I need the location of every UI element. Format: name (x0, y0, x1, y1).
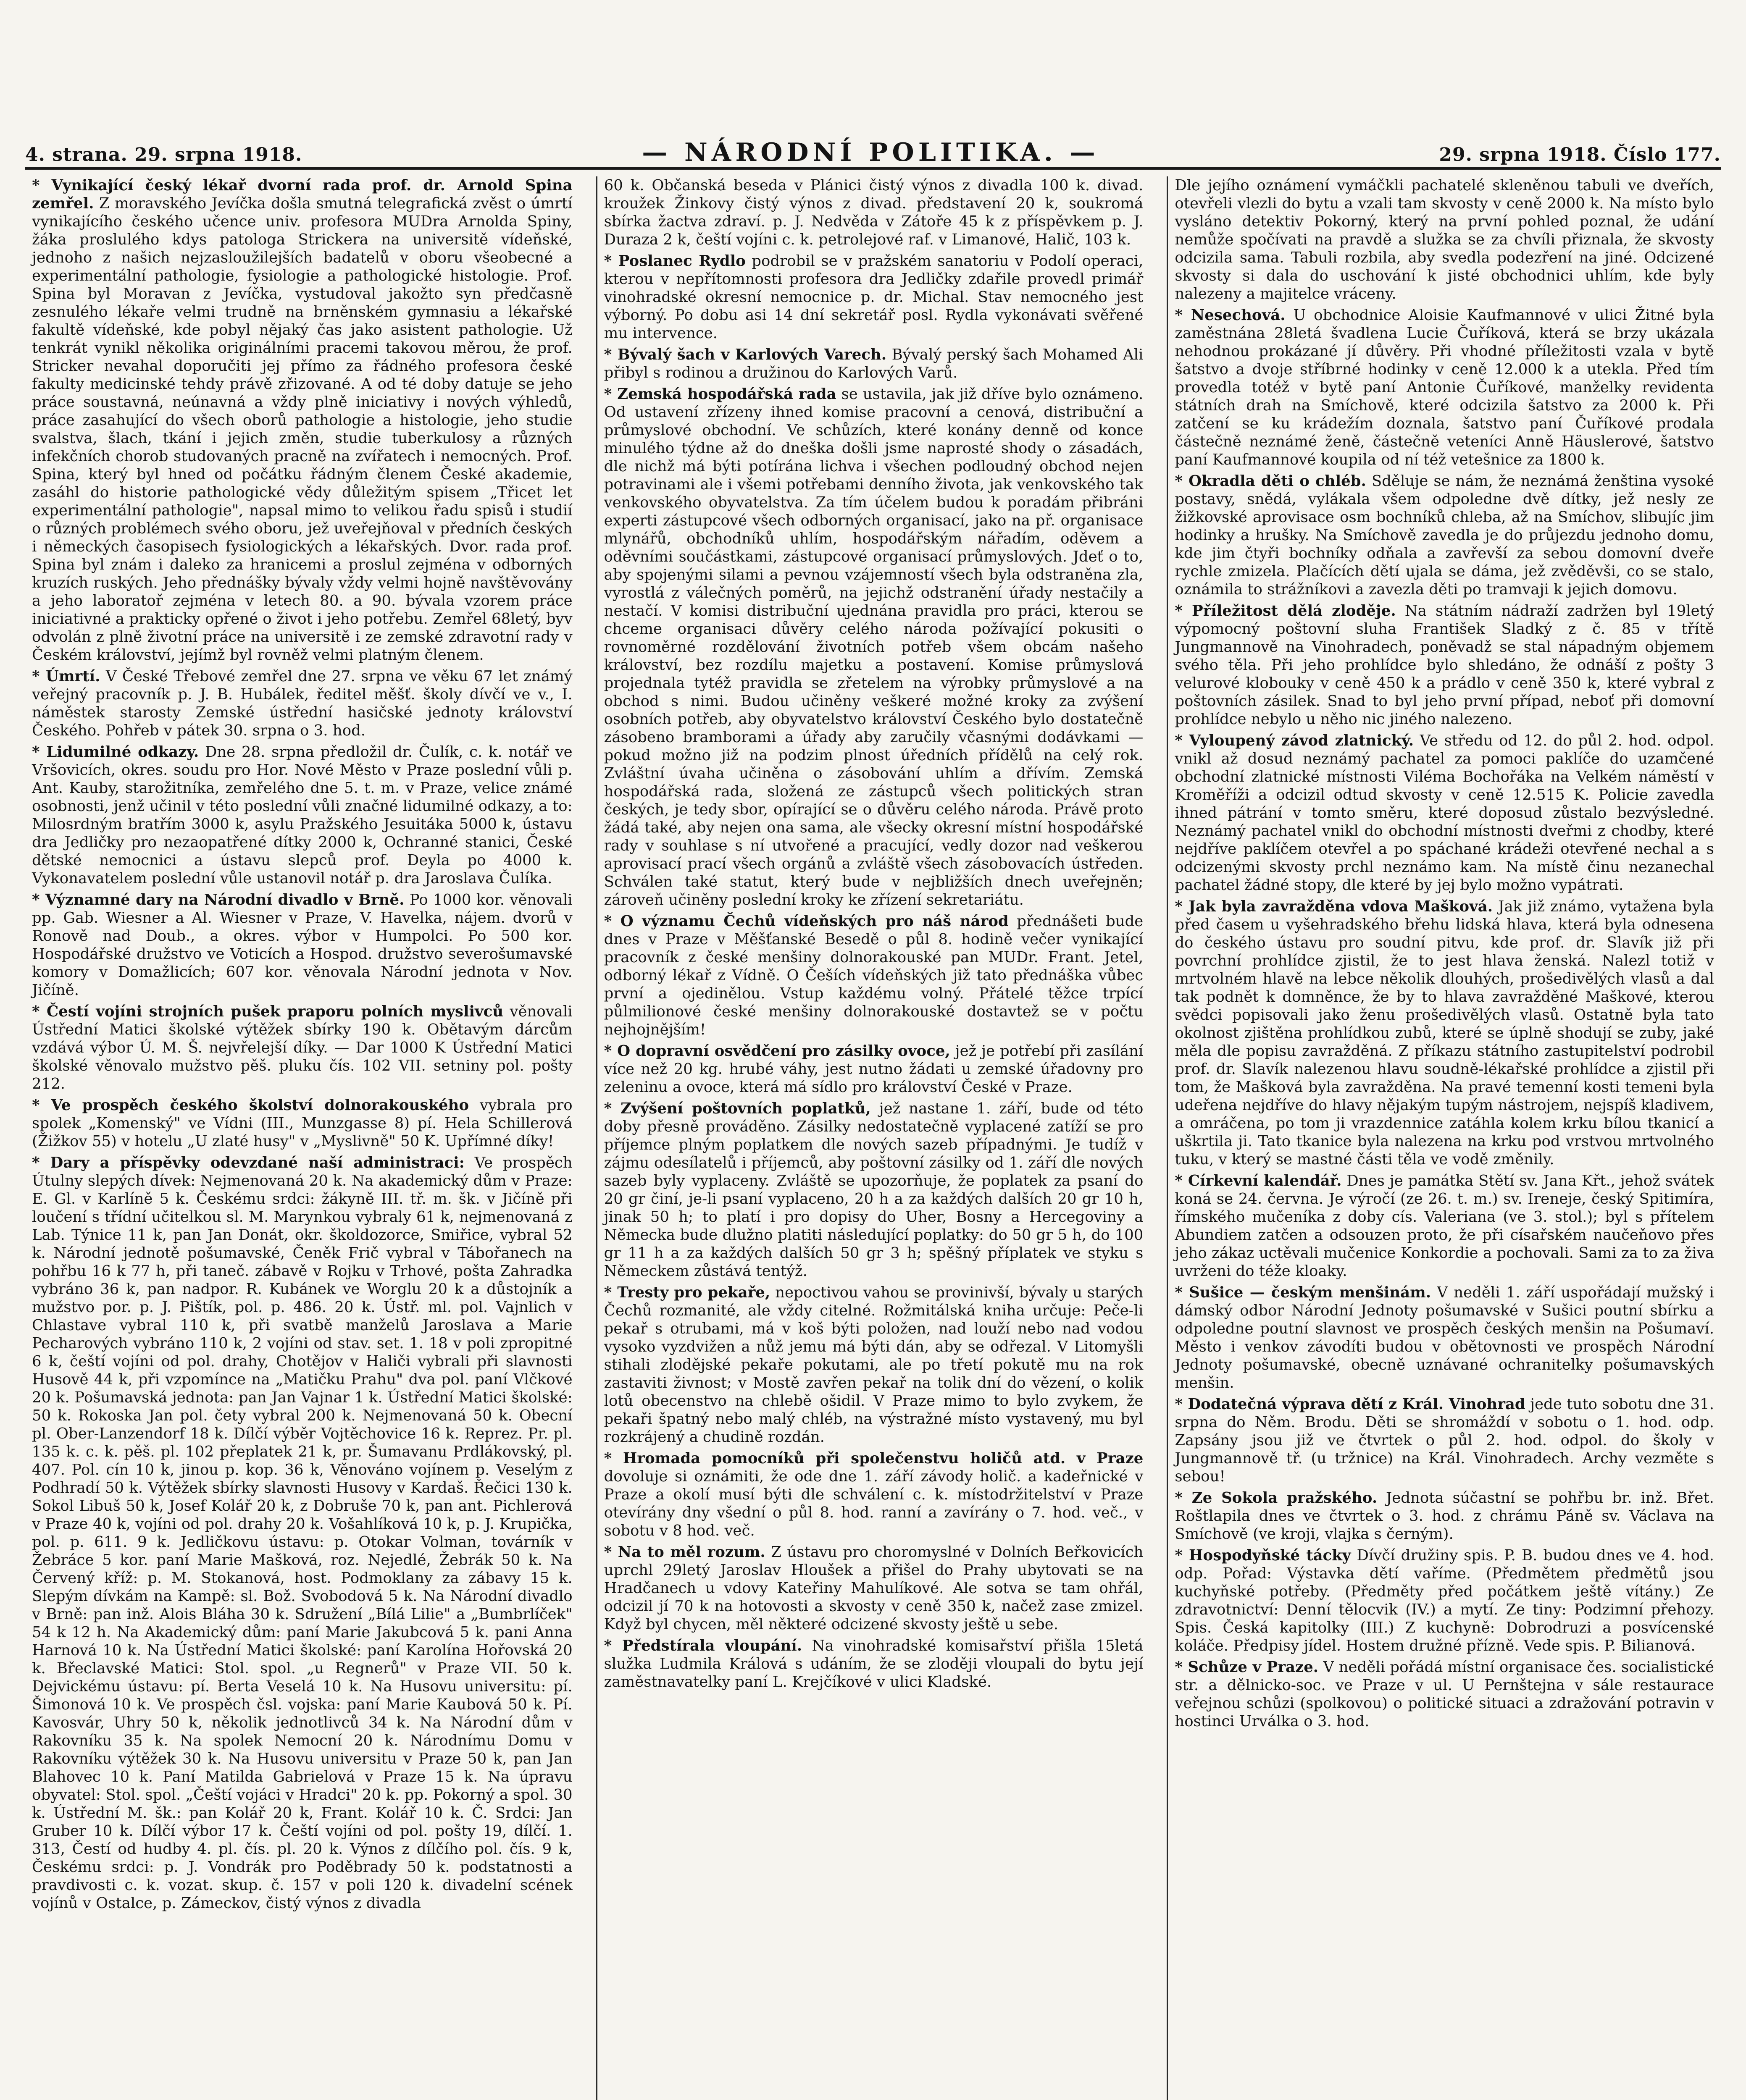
article-paragraph (1175, 1658, 1714, 1730)
article-body: dovoluje si oznámiti, že ode dne 1. září závody holič. a kadeřnické v Praze a okolí musí býti dle schválení c. k. místodržitelství v Praze otevírány dny všední o půl 8. hod. ranní a zavírány o 7. hod. več., v sobotu v 8 hod. več. (604, 1468, 1144, 1539)
article (1175, 732, 1714, 894)
article-headline: * Okradla děti o chléb. (1175, 472, 1366, 490)
article-paragraph (32, 1096, 573, 1150)
article (604, 1543, 1144, 1633)
page-date-right: 29. srpna 1918. Číslo 177. (1439, 144, 1721, 165)
article-body: Jak již známo, vytažena byla před časem u vyšehradského břehu lidská hlava, která byla odnesena do českého ústavu pro soudní pitvu, kde prof. dr. Slavík již při povrchní prohlídce zjistil, že to jest hlava ženská. Nalezl totiž v mrtvolném hlavě na lebce několik dlouhých, prošedivělých vlasů a dal tak podnět k domněnce, že by to hlava zavražděné Maškové, kterou svědci popisovali jako ženu prošedivělých vlasů. Ostatně byla tato okolnost zjištěna prohlídkou zubů, které se úplně shodují se zuby, jaké měla dle popisu zavražděná. Z příkazu státního zastupitelství podrobil prof. dr. Slavík nalezenou hlavu soudně-lékařské prohlídce a zjistil při tom, že Mašková byla zavražděna. Na pravé temenní kosti temeni byla udeřena nejdříve do hlavy nějakým tupým nástrojem, nejspíš kladivem, a omráčena, po tom ji vrazdennice zatáhla kolem krku bílou tkanicí a uškrtila ji. Tato tkanice byla nalezena na krku pod vrstvou mrtvolného tuku, v který se mastné části těla ve vodě změnily. (1175, 898, 1714, 1168)
article-body: nepoctivou vahou se provinivší, bývaly u starých Čechů rozmanité, ale vždy citelné. Rožmitálská kniha určuje: Peče-li pekař s otrubami, má v koš býti položen, nad louží nebo nad vodou vysoko vyzdvižen a nůž jemu má býti dán, aby se odřezal. V Litomyšli stihali zlodějské pekaře pokutami, ale po třetí pokutě mu na rok zastaviti živnost; v Mostě zavřen pekař na tolik dní do vězení, o kolik lotů obecenstvo na chlebě ošidil. V Praze mimo to bylo zvykem, že pekaři špatný nebo malý chléb, na výstražné místo vystavený, mu byl rozkrájený a chudině rozdán. (604, 1284, 1144, 1446)
article-headline: * Církevní kalendář. (1175, 1172, 1342, 1189)
article-body: Bývalý perský šach Mohamed Ali přibyl s rodinou a družinou do Karlových Varů. (604, 346, 1144, 381)
article-body: Jednota súčastní se pohřbu br. inž. Břet. Roštlapila dnes ve čtvrtek o 3. hod. z chrámu Páně sv. Václava na Smíchově (ve kroji, vlajka s černým). (1175, 1489, 1714, 1543)
article-headline: * Příležitost dělá zloděje. (1175, 602, 1396, 620)
article-paragraph (32, 891, 573, 999)
article-paragraph (604, 1100, 1144, 1280)
article-paragraph (1175, 1489, 1714, 1543)
article-headline: * Lidumilné odkazy. (32, 743, 199, 761)
column-3 (1167, 176, 1721, 2100)
article-body: Dle jejího oznámení vymáčkli pachatelé skleněnou tabuli ve dveřích, otevřeli vlezli do bytu a vzali tam skvosty v ceně 2000 k. Na místo bylo vysláno detektiv Pokorný, který na první pohled poznal, že udání nemůže spočívati na pravdě a služka se za chvíli přiznala, že skvosty odcizila sama. Tabuli rozbila, aby svedla podezření na jiné. Odcizené skvosty si dala do uschování k jisté obchodnici uhlím, kde byly nalezeny a majitelce vráceny. (1175, 177, 1714, 302)
article (1175, 1284, 1714, 1392)
article (32, 1154, 573, 1912)
article (604, 346, 1144, 382)
article (604, 912, 1144, 1039)
column-1 (25, 176, 579, 2100)
article-headline: * Vynikající český lékař dvorní rada prof. dr. Arnold Spina zemřel. (32, 177, 573, 212)
article-headline: * Ze Sokola pražského. (1175, 1489, 1378, 1507)
article-body: Po 1000 kor. věnovali pp. Gab. Wiesner a Al. Wiesner v Praze, V. Havelka, nájem. dvorů v Ronově nad Doub., a okres. výbor v Humpolci. Po 500 kor. Hospodářské družstvo ve Voticích a Hospod. družstvo severošumavské komory v Domažlicích; 607 kor. věnovala Národní jednota v Nov. Jičíně. (32, 891, 573, 999)
article (32, 743, 573, 887)
article-paragraph (32, 1154, 573, 1912)
column-2 (596, 176, 1150, 2100)
article-body: V neděli pořádá místní organisace čes. socialistické str. a dělnicko-soc. ve Praze v ul. U Pernštejna v sále restaurace veřejnou schůzi (spolkovou) o politické situaci a zdražování potravin v hostinci Urválka o 3. hod. (1175, 1659, 1714, 1730)
article-headline: * Zemská hospodářská rada (604, 386, 836, 403)
article (32, 176, 573, 664)
article-headline: * Hromada pomocníků při společenstvu holičů atd. v Praze (604, 1450, 1144, 1467)
article (1175, 1395, 1714, 1486)
article (604, 1449, 1144, 1540)
article-body: přednášeti bude dnes v Praze v Měšťanské Besedě o půl 8. hodině večer vynikající pracovník z české menšiny dolnorakouské pan MUDr. Frant. Jetel, odborný lékař z Vídně. O Češích vídeňských již tato přednáška vůbec první a ojedinělou. Vstup každému volný. Přátelé těžce trpící půlmilionové české menšiny dolnorakouské dostavtež se v počtu nejhojnějším! (604, 913, 1144, 1038)
article-paragraph (604, 346, 1144, 382)
article-headline: * Ve prospěch českého školství dolnorakouského (32, 1097, 469, 1114)
article-paragraph (32, 667, 573, 740)
newspaper-title: — NÁRODNÍ POLITIKA. — (642, 138, 1099, 167)
article (32, 667, 573, 740)
article (32, 1003, 573, 1093)
article-body: Na vinohradské komisařství přišla 15letá služka Ludmila Králová s udáním, že se zloději vloupali do bytu její zaměstnavatelky paní L. Krejčíkové v ulici Kladské. (604, 1637, 1144, 1690)
article-body: vybrala pro spolek „Komenský" ve Vídni (III., Munzgasse 8) pí. Hela Schillerová (Žižkov 55) v hotelu „U zlaté husy" v „Myslivně" 50 K. Upřímné díky! (32, 1097, 573, 1150)
article-body: Ve středu od 12. do půl 2. hod. odpol. vnikl až dosud neznámý pachatel za pomoci paklíče do uzamčené obchodní zlatnické místnosti Viléma Bochořáka na Velkém náměstí v Kroměříži a odcizil odtud skvosty v ceně 12.515 K. Policie zavedla ihned pátrání v tomto směru, které doposud zůstalo bezvýsledné. Neznámý pachatel vnikl do obchodní místnosti dveřmi z chodby, které nejdříve paklíčem otevřel a po spáchané krádeži otevřené nechal a s odcizenými skvosty prchl neznámo kam. Na místě činu nezanechal pachatel žádné stopy, dle které by jej bylo možno vypátrati. (1175, 732, 1714, 894)
article-paragraph (1175, 732, 1714, 894)
article-headline: * Poslanec Rydlo (604, 252, 746, 270)
article-paragraph (32, 176, 573, 664)
article-body: podrobil se v pražském sanatoriu v Podolí operaci, kterou v nepřítomnosti profesora dra Jedličky zdařile provedl primář vinohradské okresní nemocnice p. dr. Michal. Stav nemocného jest výborný. Po dobu asi 14 dní sekretář posl. Rydla vykonávati svěřené mu intervence. (604, 252, 1144, 342)
article (1175, 1546, 1714, 1655)
article-paragraph (604, 1284, 1144, 1446)
article-paragraph (1175, 898, 1714, 1168)
article (604, 1042, 1144, 1096)
article-headline: * Nesechová. (1175, 307, 1286, 324)
article-headline: * Předstírala vloupání. (604, 1637, 802, 1654)
article-headline: * Úmrtí. (32, 668, 100, 685)
article-body: se ustavila, jak již dříve bylo oznámeno. Od ustavení zřízeny ihned komise pracovní a cenová, distribuční a průmyslové obchodní. Ve schůzích, které konány denně od konce minulého týdne až do dneška došli jsme naprosté shody o zásadách, dle nichž má býti potírána lichva i všechen podloudný obchod nejen potravinami ale i všemi potřebami denního života, jak venkovského tak venkovského obyvatelstva. Za tím účelem budou k poradám přibráni experti zástupcové všech odborných organisací, jako na př. organisace mlynářů, obchodníků uhlím, hospodářským nářadím, oděvem a oděvními součástkami, zástupcové organisací průmyslových. Jdeť o to, aby spojenými silami a pevnou vzájemností všech byla odstraněna zla, vyrostlá z válečných poměrů, na jejichž odstranění úřady nestačily a nestačí. V komisi distribuční ujednána pravidla pro práci, kterou se chceme organisaci důvěry celého národa požívající pokusiti o rovnoměrné rozdělování životních potřeb všem obcám našeho království, bez rozdílu majetku a postavení. Komise průmyslová projednala tytéž pravidla se zřetelem na výrobky průmyslové a na obchod s nimi. Budou učiněny veškeré možné kroky za zvýšení osobních potřeb, aby obyvatelstvo království Českého bylo dostatečně zásobeno bramborami a úřady aby zaručily včasnými dodávkami — pokud možno již na podzim plnost úředních přídělů na celý rok. Zvláštní úvaha učiněna o zásobování uhlím a dřívím. Zemská hospodářská rada, složená ze zástupců všech politických stran českých, je tedy sbor, opírající se o důvěru celého národa. Právě proto žádá také, aby nejen ona sama, ale všecky okresní místní hospodářské rady v souhlase s ní utvořené a pracující, vedly dozor nad veškerou aprovisací prací všech orgánů a zvláště všech zásobovacích ústředen. Schválen také statut, který bude v nejbližších dnech uveřejněn; zároveň učiněny poslední kroky ke zřízení sekretariátu. (604, 386, 1144, 908)
article (1175, 306, 1714, 469)
article-body: jež nastane 1. září, bude od této doby přesně prováděno. Zásilky nedostatečně vyplacené zatíží se pro příjemce plným poplatkem dle nových sazeb případnými. Je tudíž v zájmu odesílatelů i příjemců, aby poštovní zásilky od 1. září dle nových sazeb byly vyplaceny. Zvláště se upozorňuje, že poplatek za psaní do 20 gr činí, je-li psaní vyplaceno, 20 h a za každých dalších 20 gr 10 h, jinak 50 h; to platí i pro dopisy do Uher, Bosny a Hercegoviny a Německa bude dlužno platiti následující poplatky: do 50 gr 5 h, do 100 gr 11 h a za každých dalších 50 gr 3 h; spěšný příplatek ve styku s Německem zůstává tentýž. (604, 1100, 1144, 1280)
article (1175, 1172, 1714, 1280)
article-paragraph (1175, 602, 1714, 728)
article-paragraph (1175, 1284, 1714, 1392)
article (1175, 1658, 1714, 1730)
article-headline: * O významu Čechů vídeňských pro náš národ (604, 913, 1009, 930)
article-body: Dne 28. srpna předložil dr. Čulík, c. k. notář ve Vršovicích, okres. soudu pro Hor. Nové Město v Praze poslední vůli p. Ant. Kauby, starožitníka, zemřelého dne 5. t. m. v Praze, velice známé osobnosti, jenž učinil v této poslední vůli značné lidumilné odkazy, a to: Milosrdným bratřím 3000 k, asylu Pražského Jesuitáka 5000 k, ústavu dra Jedličky pro nezaopatřené dítky 2000 k, Ochranné stanici, České dětské nemocnici a ústavu slepců prof. Deyla po 4000 k. Vykonavatelem poslední vůle ustanovil notář p. dra Jaroslava Čulíka. (32, 743, 573, 887)
article-paragraph (604, 1449, 1144, 1540)
article-paragraph (604, 1543, 1144, 1633)
article-paragraph (1175, 1395, 1714, 1486)
article (604, 252, 1144, 342)
article (604, 1284, 1144, 1446)
article-headline: * Vyloupený závod zlatnický. (1175, 732, 1414, 749)
article-paragraph (1175, 176, 1714, 303)
article (1175, 602, 1714, 728)
article-paragraph (32, 743, 573, 887)
page-date-left: 4. strana. 29. srpna 1918. (25, 144, 302, 165)
article-body: jede tuto sobotu dne 31. srpna do Něm. Brodu. Děti se shromáždí v sobotu o 1. hod. odp. Zapsány jsou již ve čtvrtek o půl 2. hod. odpol. do školy v Jungmannově tř. (u tržnice) na Král. Vinohradech. Archy vezměte s sebou! (1175, 1396, 1714, 1485)
article (1175, 472, 1714, 598)
article-headline: * Významné dary na Národní divadlo v Brně. (32, 891, 405, 908)
article-headline: * O dopravní osvědčení pro zásilky ovoce, (604, 1042, 950, 1060)
article-body: U obchodnice Aloisie Kaufmannové v ulici Žitné byla zaměstnána 28letá švadlena Lucie Čuříková, která se brzy ukázala nehodnou prokázané jí důvěry. Při vhodné příležitosti vzala v bytě šatstvo a dvoje stříbrné hodinky v ceně 12.000 k a utekla. Před tím provedla totéž v bytě paní Antonie Čuříkové, manželky revidenta státních drah na Smíchově, které odcizila šatstvo za 2000 k. Při zatčení se ku krádežím doznala, šatstvo paní Čuříkové prodala částečně neznámé ženě, částečně veteníci Anně Häuslerové, šatstvo paní Kaufmannové koupila od ní též vetešnice za 1800 k. (1175, 307, 1714, 468)
article-headline: * Tresty pro pekaře, (604, 1284, 770, 1301)
article-paragraph (604, 1637, 1144, 1691)
article (604, 385, 1144, 909)
article-body: věnovali Ústřední Matici školské výtěžek sbírky 190 k. Obětavým dárcům vzdává výbor Ú. M. Š. nejvřelejší díky. — Dar 1000 K Ústřední Matici školské věnovalo mužstvo pěš. pluku čís. 102 VII. setniny pol. pošty 212. (32, 1003, 573, 1092)
text-columns (25, 176, 1721, 2100)
article-paragraph (604, 912, 1144, 1039)
article-paragraph (32, 1003, 573, 1093)
article-body: Z ústavu pro choromyslné v Dolních Beřkovicích uprchl 29letý Jaroslav Hloušek a přišel do Prahy ubytovati se na Hradčanech u vdovy Kateřiny Mahulíkové. Ale sotva se tam ohřál, odcizil jí 70 k na hotovosti a skvosty v ceně 350 k, načež zase zmizel. Když byl chycen, měl některé odcizené skvosty ještě u sebe. (604, 1544, 1144, 1633)
article-paragraph (1175, 306, 1714, 469)
article-body: V neděli 1. září uspořádají mužský i dámský odbor Národní Jednoty pošumavské v Sušici poutní sbírku a odpoledne poutní slavnost ve prospěch českých menšin na Pošumaví. Město i venkov závodíti budou v obětovnosti ve prospěch Národní Jednoty pošumavské, obecně uznávané ochranitelky pošumavských menšin. (1175, 1284, 1714, 1391)
article-body: Dívčí družiny spis. P. B. budou dnes ve 4. hod. odp. Pořad: Výstavka dětí vaříme. (Předmětem předmětů jsou kuchyňské potřeby. (Předměty před počátkem ještě vítány.) Ze zdravotnictví: Denní tělocvik (IV.) a mytí. Ze tiny: Podzimní přehozy. Spis. Česká kapitolky (III.) Z kuchyně: Dobrodruzi a posvícenské koláče. Předpisy jídel. Hostem družné přízně. Vede spis. P. Bilianová. (1175, 1547, 1714, 1654)
article-paragraph (1175, 1172, 1714, 1280)
article-headline: * Čestí vojíni strojních pušek praporu polních myslivců (32, 1003, 504, 1020)
article-headline: * Zvýšení poštovních poplatků, (604, 1100, 871, 1117)
article (1175, 898, 1714, 1168)
article-paragraph (1175, 472, 1714, 598)
article-headline: * Jak byla zavražděna vdova Mašková. (1175, 898, 1493, 915)
article-body: jež je potřebí při zasílání více než 20 kg. hrubé váhy, jest nutno žádati u zemské úřadovny pro zeleninu a ovoce, která má sídlo pro království České v Praze. (604, 1042, 1144, 1096)
article-body: Ve prospěch Útulny slepých dívek: Nejmenovaná 20 k. Na akademický dům v Praze: E. Gl. v Karlíně 5 k. Českému srdci: žákyně III. tř. m. šk. v Jičíně při loučení s třídní učitelkou sl. M. Marynkou vybraly 61 k, nejmenovaná z Lab. Týnice 11 k, pan Jan Donát, okr. školdozorce, Smiřice, vybral 52 k. Národní jednotě pošumavské, Čeněk Frič vybral v Tábořanech na pohřbu 16 k 77 h, při taneč. zábavě v Rojku v Trhové, pošta Zahradka vybráno 36 k, pan nadpor. R. Kubánek ve Worglu 20 k a důstojník a mužstvo por. p. J. Pištík, pol. p. 486. 20 k. Ústř. ml. pol. Vajnlich v Chlastave vybral 110 k, při svatbě manželů Jaroslava a Marie Pecharových vybráno 110 k, 2 vojíni od stav. set. 1. 18 v poli zpropitné 6 k, čeští vojíni od pol. drahy, Chotějov v Haliči vybrali při slavnosti Husově 44 k, při vzpomínce na „Matičku Prahu" dva pol. paní Vlčkové 20 k. Pošumavská jednota: pan Jan Vajnar 1 k. Ústřední Matici školské: 50 k. Rokoska Jan pol. čety vybral 200 k. Nejmenovaná 50 k. Obecní pl. Ober-Lanzendorf 18 k. Dílčí výběr Vojtěchovice 16 k. Reprez. Pr. pl. 135 k. c. k. pěš. pl. 102 přeplatek 21 k, pr. Šumavanu Prdlákovský, pl. 407. Pol. cín 10 k, jinou p. kop. 36 k, Věnováno vojínem p. Veselým z Podhradí 50 k. Výtěžek sbírky slavnosti Husovy v Kardaš. Řečici 130 k. Sokol Libuš 50 k, Josef Kolář 20 k, z Dobruše 70 k, pan ant. Pichlerová v Praze 40 k, vojíni od pol. drahy 20 k. Vošahlíková 10 k, p. J. Krupička, pol. p. 611. 9 k. Jedličkovu ústavu: p. Otokar Volman, továrník v Žebráce 5 kor. paní Marie Mašková, roz. Nejedlé, Žebrák 50 k. Na Červený kříž: p. M. Stokanová, host. Podmoklany za zábavy 15 k. Slepým dívkám na Kampě: sl. Bož. Svobodová 5 k. Na Národní divadlo v Brně: pan inž. Alois Bláha 30 k. Sdružení „Bílá Lilie" a „Bumbrlíček" 54 k 12 h. Na Akademický dům: paní Marie Jakubcová 5 k. pani Anna Harnová 10 k. Na Ústřední Matici školské: paní Karolína Hořovská 20 k. Břeclavské Matici: Stol. spol. „u Regnerů" v Praze VII. 50 k. Dejvickému ústavu: pí. Berta Veselá 10 k. Na Husovu universitu: pí. Šimonová 10 k. Ve prospěch čsl. vojska: paní Marie Kaubová 50 k. Pí. Kavosvár, Uhry 50 k, několik jednotlivců 34 k. Na Národní dům v Rakovníku 35 k. Na spolek Nemocní 20 k. Národnímu Domu v Rakovníku výtěžek 30 k. Na Husovu universitu v Praze 50 k, pan Jan Blahovec 10 k. Paní Matilda Gabrielová v Praze 15 k. Na úpravu obyvatel: Stol. spol. „Čeští vojáci v Hradci" 20 k. pp. Pokorný a spol. 30 k. Ústřední M. šk.: pan Kolář 20 k, Frant. Kolář 10 k. Č. Srdci: Jan Gruber 10 k. Dílčí výbor 17 k. Čeští vojíni od pol. pošty 19, dílčí. 1. 313, Čestí od hudby 4. pl. čís. pl. 20 k. Výnos z dílčího pol. čís. 9 k, Českému srdci: p. J. Vondrák pro Poděbrady 50 k. podstatnosti a pravdivosti c. k. vozat. skup. č. 157 v poli 120 k. divadelní scének vojínů v Ostalce, p. Zámeckov, čistý výnos z divadla (32, 1154, 573, 1912)
article (32, 891, 573, 999)
article (32, 1096, 573, 1150)
article-paragraph (604, 1042, 1144, 1096)
article-headline: * Schůze v Praze. (1175, 1659, 1319, 1676)
article-headline: * Dary a příspěvky odevzdané naší administraci: (32, 1154, 465, 1171)
article (604, 1100, 1144, 1280)
article-headline: * Dodatečná výprava dětí z Král. Vinohrad (1175, 1396, 1525, 1413)
article-headline: * Sušice — českým menšinám. (1175, 1284, 1431, 1301)
article-headline: * Hospodyňské tácky (1175, 1547, 1351, 1564)
article (1175, 1489, 1714, 1543)
article-headline: * Na to měl rozum. (604, 1544, 765, 1561)
article-body: 60 k. Občanská beseda v Plánici čistý výnos z divadla 100 k. divad. kroužek Žinkovy čistý výnos z divad. představení 20 k, soukromá sbírka žactva zdraví. p. J. Nedvěda v Zátoře 45 k z příspěvkem p. J. Duraza 2 k, čeští vojíni c. k. petrolejové raf. v Limanové, Halič, 103 k. (604, 177, 1144, 248)
article-body: V České Třebové zemřel dne 27. srpna ve věku 67 let známý veřejný pracovník p. J. B. Hubálek, ředitel měšť. školy dívčí ve v., I. náměstek starosty Zemské ústřední hasičské jednoty království Českého. Pohřeb v pátek 30. srpna o 3. hod. (32, 668, 573, 739)
article-paragraph (604, 176, 1144, 249)
article (604, 176, 1144, 249)
article-headline: * Bývalý šach v Karlových Varech. (604, 346, 887, 363)
page-header (25, 138, 1721, 170)
article-body: Na státním nádraží zadržen byl 19letý výpomocný poštovní sluha František Sladký z č. 85 v třítě Jungmannově na Vinohradech, poněvadž se stal nápadným objemem svého těla. Při jeho prohlídce bylo shledáno, že odnáší z pošty 3 velurové klobouky v ceně 450 k a prádlo v ceně 350 k, které vybral z poštovních zásilek. Snad to byl jeho první případ, neboť při domovní prohlídce nebylo u něho nic jiného nalezeno. (1175, 602, 1714, 728)
article-paragraph (604, 385, 1144, 909)
article-body: Sděluje se nám, že neznámá ženština vysoké postavy, snědá, vylákala všem odpoledne dvě dítky, jež nesly ze žižkovské aprovisace osm bochníků chleba, až na Smíchov, slibujíc jim hodinky a hrušky. Na Smíchově zavedla je do průjezdu jednoho domu, kde jim čtyři bochníky odňala a zavřevší za sebou domovní dveře rychle zmizela. Plačících dětí ujala se dáma, jež zvěděvši, co se stalo, oznámila to strážníkovi a zavezla děti po tramvaji k jejich domovu. (1175, 472, 1714, 598)
article (1175, 176, 1714, 303)
article-body: Z moravského Jevíčka došla smutná telegrafická zvěst o úmrtí vynikajícího českého učence univ. profesora MUDra Arnolda Spiny, žáka proslulého kdys patologa Strickera na universitě vídeňské, jednoho z našich nejzasloužilejších badatelů v oboru všeobecné a experimentální pathologie, fysiologie a pathologické histologie. Prof. Spina byl Moravan z Jevíčka, vystudoval jakožto syn předčasně zesnulého lékaře velmi trudně na brněnském gymnasiu a lékařské fakultě vídeňské, kde pobyl nějaký čas jako asistent pathologie. Už tenkrát vynikl několika originálními pracemi takovou měrou, že prof. Stricker nevahal doporučiti jej přímo za řádného profesora české fakulty medicinské tehdy právě zřizované. A od té doby datuje se jeho práce soustavná, neúnavná a vždy plně iniciativy i nových výhledů, práce zasahující do všech oborů pathologie a histologie, jeho studie svalstva, šlach, tkání i jejich změn, studie tuberkulosy a různých infekčních chorob studovaných pracně na zvířatech i nemocných. Prof. Spina, který byl hned od počátku řádným členem České akademie, zasáhl do historie pathologické vědy důležitým spisem „Třicet let experimentální pathologie", napsal mimo to velikou řadu spisů i studií o různých problémech svého oboru, jež uveřejňoval v předních českých i německých časopisech fysiologických a lékařských. Dvor. rada prof. Spina byl znám i daleko za hranicemi a proslul zejména v odborných kruzích ruských. Jeho přednášky bývaly vždy velmi hojně navštěvovány a jeho laboratoř zejména v letech 80. a 90. bývala vzorem práce iniciativné a prakticky opřené o život i jeho potřebu. Zemřel 68letý, byv odvolán z plně životní práce na universitě i ze zemské zdravotní rady v Českém království, jejímž byl rovněž velmi platným členem. (32, 195, 573, 664)
article-paragraph (1175, 1546, 1714, 1655)
article-body: Dnes je památka Stětí sv. Jana Křt., jehož svátek koná se 24. června. Je výročí (ze 26. t. m.) sv. Ireneje, český Spitimíra, římského mučeníka z doby cís. Valeriana (ve 3. stol.); byl s přítelem Abundiem zatčen a odsouzen proto, že při císařském naučeňovo přes jeho zákaz uctěvali mučenice Konkordie a pochovali. Sami za to za živa uvrženi do téže kloaky. (1175, 1172, 1714, 1280)
article-paragraph (604, 252, 1144, 342)
article (604, 1637, 1144, 1691)
